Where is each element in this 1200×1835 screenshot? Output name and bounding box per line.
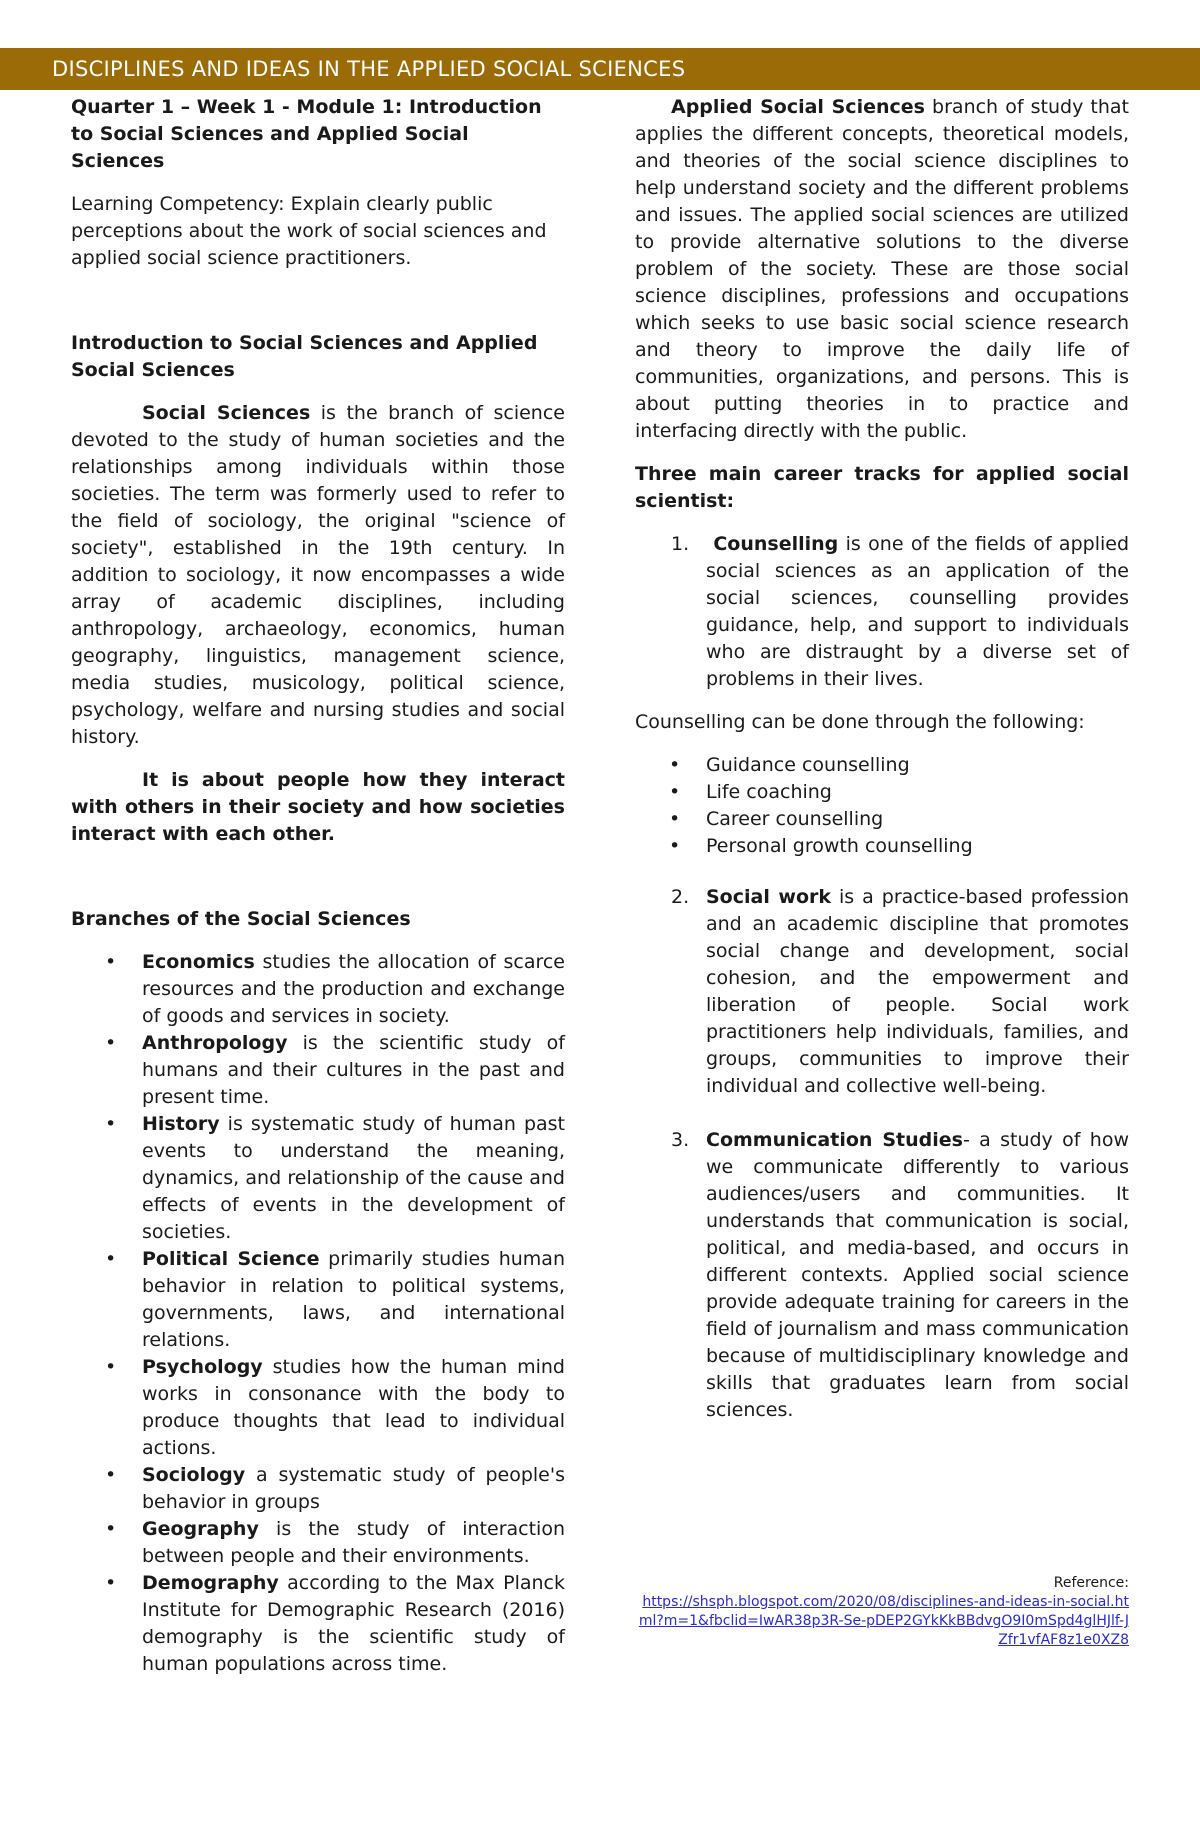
item-number: 1. [671,533,690,555]
career-tracks-list-3 [635,1127,1129,1424]
branch-text: a systematic study of people's behavior in groups [142,1464,565,1513]
list-item [71,1030,565,1111]
social-sciences-text: is the branch of science devoted to the study of human societies and the relationships among individuals within those societies. The term was formerly used to refer to the field of sociology, the original "science of society", established in the 19th century. In addition to sociology, it now encompasses a wide array of academic disciplines, including anthropology, archaeology, economics, human geography, linguistics, management science, media studies, musicology, political science, psychology, welfare and nursing studies and social history. [71,402,565,748]
list-item [635,1127,1129,1424]
list-item [635,531,1129,693]
branch-text: according to the Max Planck Institute for Demographic Research (2016) demography is the scientific study of human populations across time. [142,1572,565,1675]
bullet-icon: • [105,1464,117,1486]
bullet-icon: • [669,835,681,857]
track-text: - a study of how we communicate differently to various audiences/users and communities. It understands that communication is social, political, and media-based, and occurs in different contexts. Applied social science provide adequate training for careers in the field of journalism and mass communication because of multidisciplinary knowledge and skills that graduates learn from social sciences. [706,1129,1129,1421]
track-term: Communication Studies [706,1129,963,1151]
reference-link[interactable]: https://shsph.blogspot.com/2020/08/disciplines-and-ideas-in-social.html?m=1&fbclid=IwAR38p3R-Se-pDEP2GYkKkBBdvgO9I0mSpd4glHJlf-JZfr1vfAF8z1e0XZ8 [638,1594,1129,1648]
right-column [635,94,1129,1650]
list-item [71,1516,565,1570]
branch-term: Psychology [142,1356,263,1378]
applied-social-sciences-text: branch of study that applies the different concepts, theoretical models, and theories of the social science disciplines to help understand society and the different problems and issues. The applied social sciences are utilized to provide alternative solutions to the diverse problem of the society. These are those social science disciplines, professions and occupations which seeks to use basic social science research and theory to improve the daily life of communities, organizations, and persons. This is about putting theories in to practice and interfacing directly with the public. [635,96,1129,442]
branch-term: Anthropology [142,1032,288,1054]
bullet-icon: • [669,781,681,803]
career-tracks-heading: Three main career tracks for applied social scientist: [635,463,1129,512]
branch-text: is systematic study of human past events to understand the meaning, dynamics, and relationship of the cause and effects of events in the development of societies. [142,1113,565,1243]
counselling-intro: Counselling can be done through the following: [635,711,1085,733]
bullet-icon: • [105,1572,117,1594]
branch-text: is the scientific study of humans and their cultures in the past and present time. [142,1032,565,1108]
social-sciences-paragraph [71,400,565,751]
branch-term: History [142,1113,220,1135]
branch-text: is the study of interaction between people and their environments. [142,1518,565,1567]
bullet-icon: • [105,1032,117,1054]
item-number: 2. [671,886,690,908]
applied-social-sciences-term: Applied Social Sciences [671,96,925,118]
list-item [71,1111,565,1246]
counselling-method: Personal growth counselling [706,835,973,857]
reference-block [635,1574,1129,1650]
bullet-icon: • [105,951,117,973]
branch-term: Economics [142,951,255,973]
list-item [71,1354,565,1462]
applied-social-sciences-paragraph [635,94,1129,445]
career-tracks-list-1 [635,531,1129,693]
branch-text: studies the allocation of scarce resources and the production and exchange of goods and services in society. [142,951,565,1027]
list-item [635,752,1129,779]
bullet-icon: • [105,1518,117,1540]
list-item [635,833,1129,860]
branch-term: Demography [142,1572,279,1594]
counselling-method: Career counselling [706,808,884,830]
counselling-methods-list [635,752,1129,860]
track-text: is one of the fields of applied social sciences as an application of the social sciences, counselling provides guidance, help, and support to individuals who are distraught by a diverse set of problems in their lives. [706,533,1129,690]
list-item [635,806,1129,833]
intro-heading: Introduction to Social Sciences and Applied Social Sciences [71,332,538,381]
reference-label: Reference: [1053,1575,1129,1591]
branch-text: primarily studies human behavior in relation to political systems, governments, laws, and international relations. [142,1248,565,1351]
emphasis-paragraph [71,767,565,848]
bullet-icon: • [105,1356,117,1378]
track-term: Social work [706,886,832,908]
left-column [71,94,565,1678]
list-item [71,1570,565,1678]
bullet-icon: • [669,754,681,776]
counselling-method: Life coaching [706,781,832,803]
list-item [635,884,1129,1100]
list-item [635,779,1129,806]
emphasis-text: It is about people how they interact with others in their society and how societies interact with each other. [71,769,565,845]
branches-heading: Branches of the Social Sciences [71,908,411,930]
branch-text: studies how the human mind works in consonance with the body to produce thoughts that lead to individual actions. [142,1356,565,1459]
track-term: Counselling [713,533,839,555]
branches-list [71,949,565,1678]
list-item [71,1246,565,1354]
document-banner: DISCIPLINES AND IDEAS IN THE APPLIED SOCIAL SCIENCES [0,48,1200,90]
career-tracks-list-2 [635,884,1129,1100]
track-text: is a practice-based profession and an academic discipline that promotes social change and development, social cohesion, and the empowerment and liberation of people. Social work practitioners help individuals, families, and groups, communities to improve their individual and collective well-being. [706,886,1129,1097]
counselling-method: Guidance counselling [706,754,910,776]
bullet-icon: • [105,1113,117,1135]
social-sciences-term: Social Sciences [142,402,311,424]
branch-term: Sociology [142,1464,246,1486]
learning-competency: Learning Competency: Explain clearly public perceptions about the work of social sciences and applied social science practitioners. [71,193,547,269]
branch-term: Political Science [142,1248,320,1270]
list-item [71,949,565,1030]
bullet-icon: • [105,1248,117,1270]
list-item [71,1462,565,1516]
item-number: 3. [671,1129,690,1151]
module-title: Quarter 1 – Week 1 - Module 1: Introduction to Social Sciences and Applied Social Sciences [71,96,542,172]
branch-term: Geography [142,1518,259,1540]
bullet-icon: • [669,808,681,830]
